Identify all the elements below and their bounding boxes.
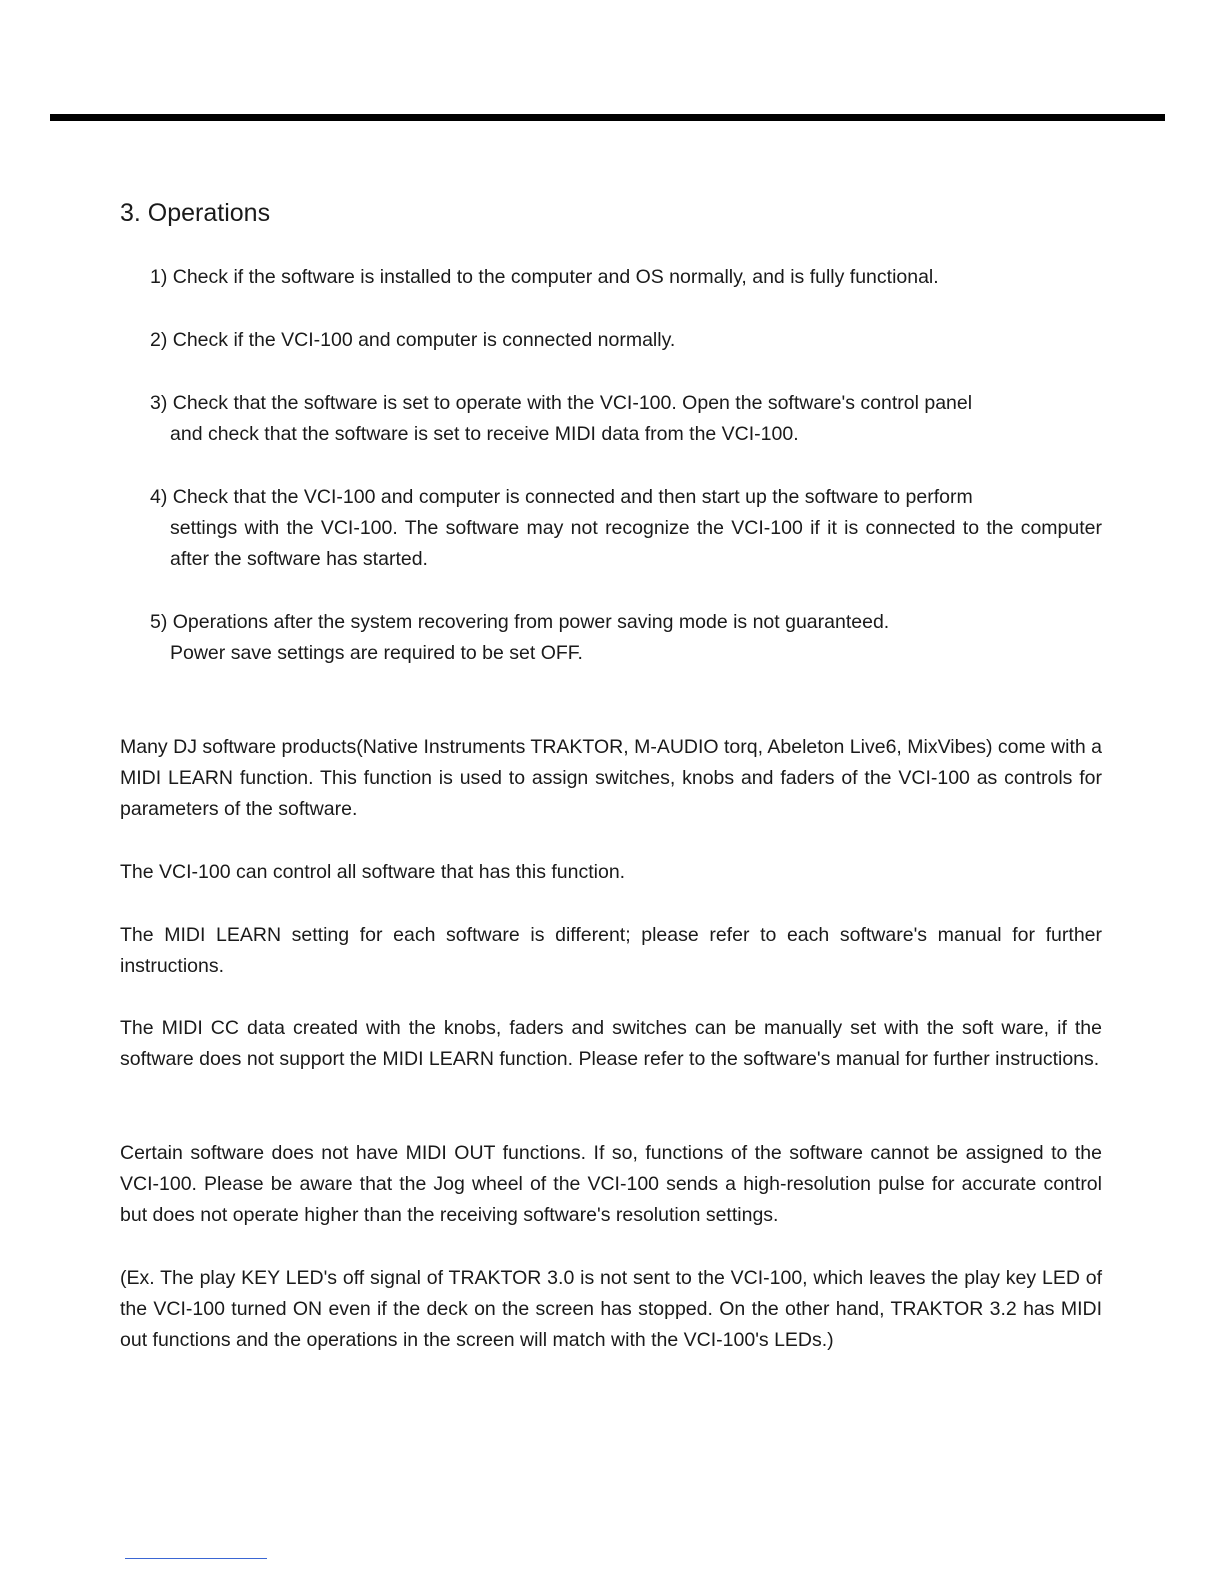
list-item-continuation: settings with the VCI-100. The software may not recognize the VCI-100 if it is connected to the computer after the software has started.: [170, 517, 1102, 570]
list-item-5: [150, 607, 1102, 669]
section-title: 3. Operations: [120, 199, 271, 227]
list-item-text: 4) Check that the VCI-100 and computer is connected and then start up the software to perform: [150, 486, 973, 508]
paragraph-settings-differ: The MIDI LEARN setting for each software is different; please refer to each software's manual for further instructions.: [120, 924, 1102, 977]
list-item-3: [150, 388, 1102, 450]
list-item-text: 2) Check if the VCI-100 and computer is connected normally.: [150, 329, 676, 351]
list-item-text: 3) Check that the software is set to operate with the VCI-100. Open the software's control panel: [150, 392, 973, 414]
list-item-2: [150, 325, 1102, 356]
footer-link-line: [125, 1558, 267, 1559]
header-rule: [50, 114, 1165, 121]
list-item-text: 5) Operations after the system recovering from power saving mode is not guaranteed.: [150, 611, 890, 633]
paragraph-midi-learn: Many DJ software products(Native Instruments TRAKTOR, M-AUDIO torq, Abeleton Live6, MixVibes) come with a MIDI LEARN function. This function is used to assign switches, knobs and faders of the VCI-100 as controls for parameters of the software.: [120, 736, 1102, 820]
paragraph-example: (Ex. The play KEY LED's off signal of TRAKTOR 3.0 is not sent to the VCI-100, which leaves the play key LED of the VCI-100 turned ON even if the deck on the screen has stopped. On the other hand, TRAKTOR 3.2 has MIDI out functions and the operations in the screen will match with the VCI-100's LEDs.): [120, 1267, 1102, 1351]
list-item-text: 1) Check if the software is installed to the computer and OS normally, and is fully functional.: [150, 266, 939, 288]
list-item-1: [150, 262, 1102, 293]
paragraph-midi-out: Certain software does not have MIDI OUT functions. If so, functions of the software cannot be assigned to the VCI-100. Please be aware that the Jog wheel of the VCI-100 sends a high-resolution pulse for accurate control but does not operate higher than the receiving software's resolution settings.: [120, 1142, 1102, 1226]
paragraph-midi-cc: The MIDI CC data created with the knobs, faders and switches can be manually set with the soft ware, if the software does not support the MIDI LEARN function. Please refer to the software's manual for further instructions.: [120, 1017, 1102, 1070]
list-item-continuation: and check that the software is set to receive MIDI data from the VCI-100.: [170, 423, 799, 445]
list-item-continuation: Power save settings are required to be set OFF.: [170, 642, 583, 664]
paragraph-control-all: The VCI-100 can control all software that has this function.: [120, 861, 626, 883]
list-item-4: [150, 482, 1102, 575]
